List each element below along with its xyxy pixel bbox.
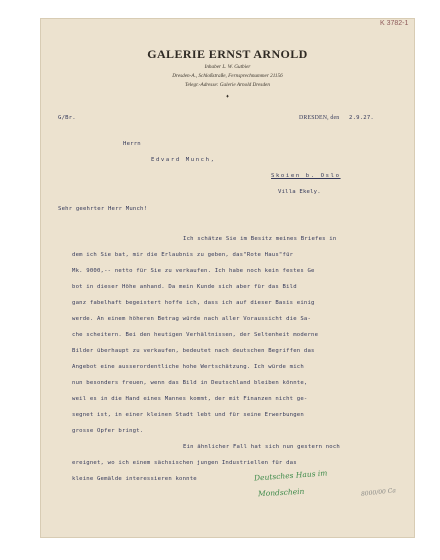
- recipient-city: Skoien b. Oslo: [271, 173, 341, 179]
- letter-sheet: [41, 19, 414, 537]
- body2-line: kleine Gemälde interessieren konnte: [72, 476, 197, 482]
- recipient-house: Villa Ekely.: [278, 189, 321, 195]
- body-line: che scheitern. Bei den heutigen Verhältnissen, der Seltenheit moderne: [72, 332, 319, 338]
- letterhead-telegram: Telegr.-Adresse: Galerie Arnold Dresden: [185, 82, 270, 88]
- handwritten-title-line1: Deutsches Haus im: [253, 468, 328, 483]
- body-line: ganz fabelhaft begeistert hoffe ich, dass ich auf dieser Basis einig: [72, 300, 315, 306]
- body-line: segnet ist, in einer kleinen Stadt lebt und für seine Erwerbungen: [72, 412, 304, 418]
- body-line: grosse Opfer bringt.: [72, 428, 144, 434]
- reference-code: G/Br.: [58, 115, 76, 121]
- body-line: Angebot eine ausserordentliche hohe Wertschätzung. Ich würde mich: [72, 364, 304, 370]
- archive-number: K 3782-1: [380, 20, 409, 27]
- body-line: dem ich Sie bat, mir die Erlaubnis zu geben, das"Rote Haus"für: [72, 252, 294, 258]
- body-line: nun besonders freuen, wenn das Bild in Deutschland bleiben könnte,: [72, 380, 308, 386]
- recipient-name: Edvard Munch,: [151, 157, 216, 163]
- body2-line: Ein ähnlicher Fall hat sich nun gestern noch: [183, 444, 340, 450]
- body-line: Ich schätze Sie im Besitz meines Briefes in: [183, 236, 337, 242]
- body-line: werde. An einem höheren Betrag würde nach aller Voraussicht die Sa-: [72, 316, 312, 322]
- dateline-place: DRESDEN, den: [299, 115, 340, 121]
- recipient-salutation: Herrn: [123, 141, 141, 147]
- letterhead-owner: Inhaber L. W. Gutbier: [204, 64, 251, 70]
- body-line: weil es in die Hand eines Mannes kommt, der mit Finanzen nicht ge-: [72, 396, 308, 402]
- greeting: Sehr geehrter Herr Munch!: [58, 206, 148, 212]
- pencil-note: 8000/00 Ca: [360, 487, 397, 498]
- letterhead-address: Dresden-A., Schloßstraße, Fernsprechnummer 21156: [172, 73, 283, 79]
- handwritten-title-line2: Mondschein: [257, 486, 305, 499]
- body-line: Mk. 9000,-- netto für Sie zu verkaufen. Ich habe noch kein festes Ge: [72, 268, 315, 274]
- body-line: Bilder überhaupt zu verkaufen, bedeutet nach deutschen Begriffen das: [72, 348, 315, 354]
- letterhead-title: GALERIE ERNST ARNOLD: [147, 47, 308, 61]
- body-line: bot in dieser Höhe anhand. Da mein Kunde sich aber für das Bild: [72, 284, 297, 290]
- dateline-date: 2.9.27.: [349, 115, 374, 121]
- body2-line: ereignet, wo ich einem sächsischen jungen Industriellen für das: [72, 460, 297, 466]
- letterhead-ornament: ♦: [225, 94, 229, 100]
